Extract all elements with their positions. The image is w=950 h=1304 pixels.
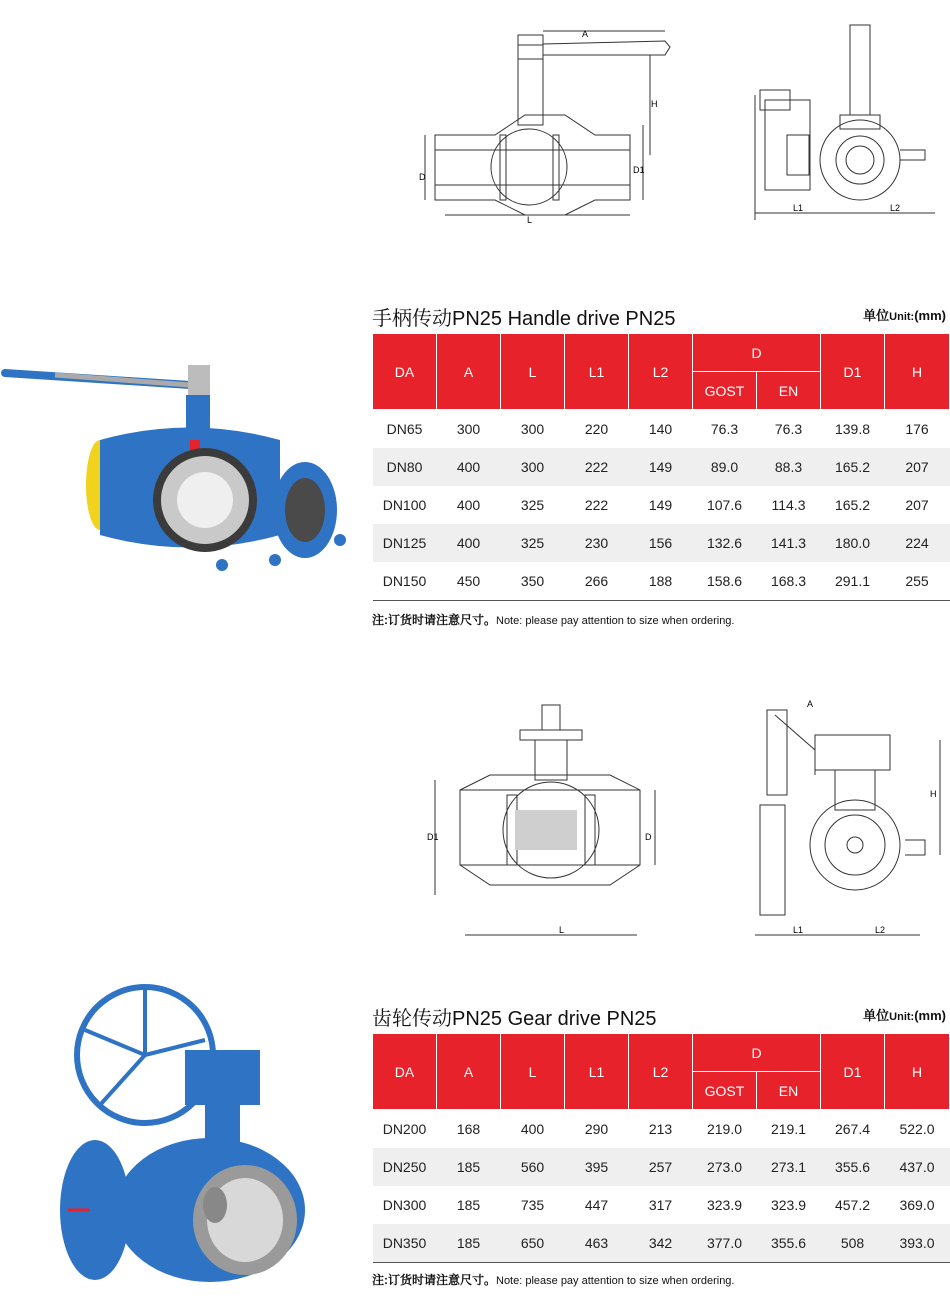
cell: 76.3 (710, 421, 739, 437)
cell: 255 (885, 562, 950, 601)
cell: 149 (629, 448, 693, 486)
cell: 273.1 (757, 1148, 821, 1186)
col-header-l1: L1 (565, 334, 629, 410)
cell: 291.1 (821, 562, 885, 601)
gear-valve-image (40, 980, 320, 1295)
gear-order-note (372, 1271, 734, 1288)
cell: 207 (905, 497, 929, 513)
dim-d1-label: D1 (633, 165, 645, 175)
cell: DN150 (373, 562, 437, 601)
cell: 158.6 (693, 562, 757, 601)
gear-drive-table (372, 1033, 950, 1263)
col-header-d: D (693, 1034, 821, 1072)
gear-unit-label (863, 1005, 946, 1024)
col-header-en: EN (757, 1072, 821, 1110)
cell: 300 (501, 448, 565, 486)
table-row (373, 1186, 950, 1224)
cell: 185 (437, 1148, 501, 1186)
handle-drive-title: 手柄传动PN25 Handle drive PN25 (372, 308, 676, 330)
dim-h-label: H (651, 99, 658, 109)
table-row (373, 524, 950, 562)
cell: 185 (456, 1197, 481, 1213)
cell: 132.6 (693, 524, 757, 562)
cell: DN250 (373, 1148, 437, 1186)
col-header-l: L (501, 334, 565, 410)
cell: 140 (648, 421, 673, 437)
dim-d-label: D (419, 172, 426, 182)
col-header-da: DA (373, 334, 437, 410)
cell: 168.3 (757, 562, 821, 601)
cell: 139.8 (834, 421, 871, 437)
table-row (373, 448, 950, 486)
col-header-l1: L1 (565, 1034, 629, 1110)
note-cn: 注:订货时请注意尺寸。 (372, 613, 496, 627)
cell: 400 (437, 524, 501, 562)
cell: 650 (501, 1224, 565, 1263)
gear-dim-l1-label: L1 (793, 925, 804, 935)
cell: DN200 (382, 1121, 427, 1137)
col-header-a: A (437, 334, 501, 410)
col-header-h: H (885, 1034, 950, 1110)
note-en: Note: please pay attention to size when ordering. (496, 1275, 735, 1287)
cell: 222 (584, 497, 609, 513)
cell: 300 (520, 421, 545, 437)
col-header-l2: L2 (629, 334, 693, 410)
cell: 463 (565, 1224, 629, 1263)
cell: 450 (437, 562, 501, 601)
cell: 377.0 (693, 1224, 757, 1263)
unit-label-cn: 单位 (863, 1008, 890, 1023)
cell: 257 (629, 1148, 693, 1186)
col-header-d1: D1 (821, 334, 885, 410)
col-header-gost: GOST (693, 372, 757, 410)
note-cn: 注:订货时请注意尺寸。 (372, 1273, 496, 1287)
gear-dim-h-label: H (930, 789, 937, 799)
table-row (373, 486, 950, 524)
cell: 300 (456, 421, 481, 437)
cell: 219.0 (706, 1121, 743, 1137)
gear-side-view (755, 710, 940, 935)
cell: DN300 (382, 1197, 427, 1213)
cell: 141.3 (757, 524, 821, 562)
cell: 290 (584, 1121, 609, 1137)
gear-drive-title: 齿轮传动PN25 Gear drive PN25 (372, 1008, 657, 1030)
dim-a-label: A (582, 29, 589, 39)
cell: 508 (821, 1224, 885, 1263)
cell: 355.6 (821, 1148, 885, 1186)
cell: 222 (565, 448, 629, 486)
unit-value: (mm) (914, 1008, 946, 1023)
col-header-da: DA (373, 1034, 437, 1110)
unit-value: (mm) (914, 308, 946, 323)
cell: 325 (520, 497, 545, 513)
note-en: Note: please pay attention to size when ordering. (496, 615, 735, 627)
cell: 88.3 (757, 448, 821, 486)
cell: 400 (520, 1121, 545, 1137)
cell: 273.0 (693, 1148, 757, 1186)
table-row (373, 1224, 950, 1263)
cell: 400 (437, 448, 501, 486)
unit-label-cn: 单位 (863, 308, 890, 323)
col-header-d1: D1 (821, 1034, 885, 1110)
cell: DN100 (382, 497, 427, 513)
table-row (373, 1148, 950, 1186)
cell: 267.4 (834, 1121, 871, 1137)
dim-l-label: L (527, 215, 533, 225)
cell: 323.9 (770, 1197, 807, 1213)
cell: 219.1 (770, 1121, 807, 1137)
cell: 180.0 (821, 524, 885, 562)
handle-order-note (372, 611, 734, 628)
cell: DN65 (386, 421, 423, 437)
dim-l1-label: L1 (793, 203, 804, 213)
cell: 149 (648, 497, 673, 513)
cell: 350 (501, 562, 565, 601)
cell: DN125 (373, 524, 437, 562)
cell: 114.3 (771, 497, 806, 513)
gear-drive-drawings (415, 695, 945, 945)
table-row (373, 1110, 950, 1149)
cell: 224 (885, 524, 950, 562)
handle-front-view (425, 31, 670, 215)
cell: 355.6 (757, 1224, 821, 1263)
gear-dim-d-label: D (645, 832, 652, 842)
cell: 76.3 (774, 421, 803, 437)
cell: 400 (456, 497, 481, 513)
table-row (373, 562, 950, 601)
gear-dim-l-label: L (559, 925, 565, 935)
col-header-en: EN (757, 372, 821, 410)
gear-dim-a-label: A (807, 699, 814, 709)
handle-drive-drawings (415, 15, 945, 235)
gear-dim-l2-label: L2 (875, 925, 886, 935)
cell: 560 (501, 1148, 565, 1186)
cell: DN350 (373, 1224, 437, 1263)
cell: 457.2 (834, 1197, 871, 1213)
handle-valve-image (0, 355, 352, 580)
cell: 213 (648, 1121, 673, 1137)
cell: 395 (565, 1148, 629, 1186)
unit-label-en: Unit: (889, 311, 915, 323)
col-header-gost: GOST (693, 1072, 757, 1110)
cell: 230 (565, 524, 629, 562)
cell: 317 (648, 1197, 673, 1213)
cell: 342 (629, 1224, 693, 1263)
col-header-l2: L2 (629, 1034, 693, 1110)
cell: 393.0 (885, 1224, 950, 1263)
dim-l2-label: L2 (890, 203, 901, 213)
gear-dim-d1-label: D1 (427, 832, 439, 842)
cell: 735 (520, 1197, 545, 1213)
col-header-l: L (501, 1034, 565, 1110)
cell: 325 (501, 524, 565, 562)
col-header-h: H (885, 334, 950, 410)
cell: 207 (885, 448, 950, 486)
cell: 185 (437, 1224, 501, 1263)
cell: 165.2 (834, 497, 871, 513)
cell: 437.0 (885, 1148, 950, 1186)
cell: 220 (584, 421, 609, 437)
cell: DN80 (373, 448, 437, 486)
cell: 156 (629, 524, 693, 562)
cell: 168 (456, 1121, 481, 1137)
cell: 107.6 (706, 497, 743, 513)
cell: 323.9 (706, 1197, 743, 1213)
handle-side-view (755, 25, 935, 220)
cell: 165.2 (821, 448, 885, 486)
handle-drive-table (372, 333, 950, 601)
filter-holes (515, 810, 577, 850)
cell: 176 (905, 421, 929, 437)
cell: 369.0 (899, 1197, 935, 1213)
col-header-a: A (437, 1034, 501, 1110)
cell: 522.0 (899, 1121, 935, 1137)
cell: 447 (584, 1197, 609, 1213)
col-header-d: D (693, 334, 821, 372)
unit-label-en: Unit: (889, 1011, 915, 1023)
cell: 266 (565, 562, 629, 601)
cell: 89.0 (693, 448, 757, 486)
cell: 188 (629, 562, 693, 601)
table-row (373, 410, 950, 449)
handle-unit-label (863, 305, 946, 324)
